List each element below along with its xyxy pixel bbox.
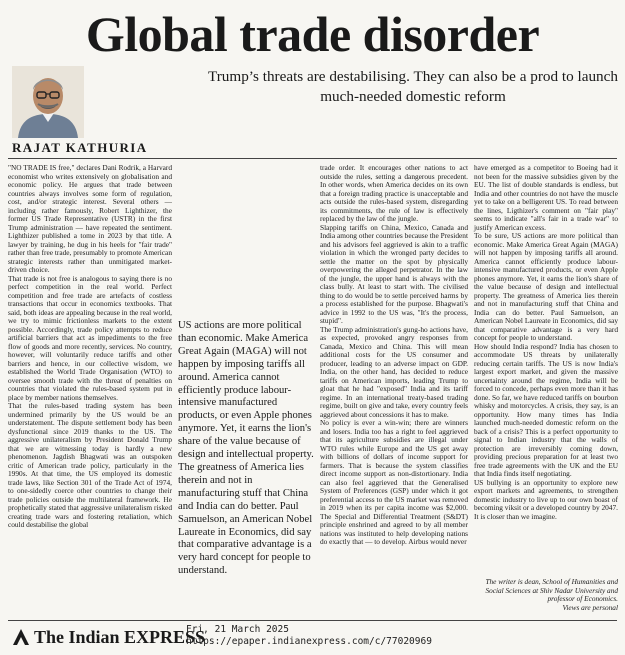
article-column-2: trade order. It encourages other nations to act outside the rules, setting a dangerous precedent. In other words, when America decides on its own that a foreign trading practice is unacceptable and acts outside the rules-based system, disregarding its commitments, the rule of law is effectively replaced by the law of the jungle. Slapping tariffs on China, Mexico, Canada and India among other countries because the President and his advisors feel aggrieved is akin to a traffic violation in which the wronged party decides to settle the matter on the spot by physically overpowering the alleged perpetrator. In the law of the jungle, the upper hand is always with the class bully. At least to start with. The civilised thing to do would be to settle perceived harms by a process established for the purpose. Bhagwati's advice in 1992 to the US was, "It's the process, stupid". The Trump administration's gung-ho actions have, as expected, provoked angry responses from Canada, Mexico and China. This will mean additional costs for the US consumer and producer, leading to an adverse impact on GDP. India, on the other hand, has decided to reduce tariffs on American imports, leading Trump to gloat that he had "exposed" India and its tariff regime. In an international treaty-based trading regime, built on give and take, every country feels aggrieved about concessions it has to make. No policy is ever a win-win; there are winners and losers. India too has a right to feel aggrieved that its agriculture subsidies are illegal under WTO rules while Europe and the US get away with billions of dollars of income support for farmers. That is because the system classifies direct income support as non-distortionary. India can also feel aggrieved that the Generalised System of Preferences (GSP) under which it got preferential access to the US market was removed in 2019 when its per capita income was $2,000. The Special and Differential Treatment (S&DT) principle enshrined and agreed to by all member nations was instituted to help developing nations do exactly that — to develop. Airbus would never (320, 163, 468, 546)
article-column-3: have emerged as a competitor to Boeing had it not been for the massive subsidies given by the EU. The list of double standards is endless, but India and other countries do not have the muscle yet to take on a belligerent US. To read between the lines, Ligthizer's comment on "fair play" seems to indicate "all's fair in a trade war" to justify American excess. To be sure, US actions are more political than economic. Make America Great Again (MAGA) will not happen by imposing tariffs all around. America cannot efficiently produce labour-intensive manufactured products, or even Apple phones anymore. Yet, it earns the lion's share of the value because of design and intellectual property. The greatness of America lies therein and not in manufacturing stuff that China and India can do better. Paul Samuelson, an American Nobel Laureate in Economics, did say that comparative advantage is a very hard concept for people to understand. How should India respond? India has chosen to accommodate US threats by unilaterally reducing certain tariffs. The US is now India's largest export market, and given the massive uncertainty around the regime, India will be forced to concede, perhaps even more than it has done. So far, we have reduced tariffs on bourbon whisky and motorcycles. A crisis, they say, is an opportunity. How many times has India launched much-needed domestic reform on the back of a crisis? This is a perfect opportunity to signal to Indian industry that the walls of protection are irreversibly coming down, providing precious preparation for at least two free trade agreements with the UK and the EU that India finds itself negotiating. US bullying is an opportunity to explore new export markets and agreements, to strengthen domestic industry to live up to our own boast of becoming viksit or a developed country by 2047. It is closer than we imagine. (474, 163, 618, 521)
headline: Global trade disorder (85, 6, 540, 62)
publication-logo (12, 626, 205, 648)
pull-quote: US actions are more political than economic. Make America Great Again (MAGA) will not happen by imposing tariffs all around. America cannot efficiently produce labour-intensive manufactured products, or even Apple phones anymore. Yet, it earns the lion's share of the value because of design and intellectual property. The greatness of America lies therein and not in manufacturing stuff that China and India can do better. Paul Samuelson, an American Nobel Laureate in Economics, did say that comparative advantage is a very hard concept for people to understand. (178, 320, 314, 577)
indian-express-logo-icon (12, 628, 30, 646)
byline: RAJAT KATHURIA (12, 140, 148, 155)
divider (8, 158, 617, 159)
publication-name: The Indian EXPRESS (34, 627, 206, 647)
author-portrait-icon (12, 66, 84, 138)
author-note: The writer is dean, School of Humanities and Social Sciences at Shiv Nadar University and professor of Economics. Views are personal (485, 577, 618, 612)
footer-meta (186, 624, 432, 648)
edition-date: Fri, 21 March 2025 (186, 624, 289, 635)
deck-subheadline: Trump’s threats are destabilising. They can also be a prod to launch much-needed domestic reform (208, 68, 618, 105)
article-column-1: "NO TRADE IS free," declares Dani Rodrik, a Harvard economist who writes extensively on globalisation and economic policy. He argues that trade between countries always involves some form of regulation, cost, and/or strategic interest. Several others — including rather famously, Robert Lighthizer, the former US Trade Representative (USTR) in the first Trump administration — have repeated the sentiment. Lighthizer published a tome in 2023 by that title. A lawyer by training, he dug in his heels for "fair trade" rather than free trade, presumably to promote American strategic interests rather than unmitigated market-driven choice. That trade is not free is analogous to saying there is no perfect competition in the real world. Perfect competition and free trade are artefacts of costless transactions that occur in economics textbooks. That said, both ideas are appealing because in the real world, we try to mimic frictionless markets to the extent possible. Accordingly, trade policy attempts to reduce artificial barriers that act as impediments to the free flow of goods and more recently, services. No country, however, will voluntarily reduce tariffs and other barriers and hence, in our collective wisdom, we established the World Trade Organisation (WTO) to oversee smooth trade with the threat of penalties on countries that violated the rules-based system put in place by member nations themselves. That the rules-based trading system has been undermined primarily by the US would be an understatement. The dispute settlement body has been dysfunctional since 2019 thanks to the US. The aggressive unilateralism by President Donald Trump that we are witnessing today is hardly a new phenomenon. Jagdish Bhagwati was an outspoken critic of American trade policy, particularly in the 1990s. At that time, the US employed its domestic trade laws, like Section 301 of the Trade Act of 1974, to one-sidedly coerce other countries to change their trade policies outside the multilateral framework. He prophetically stated that aggressive unilateralism risked creating trade wars and fostering retaliation, which could destabilise the global (8, 163, 172, 529)
epaper-url[interactable]: https://epaper.indianexpress.com/c/77020969 (186, 636, 432, 647)
divider (8, 620, 617, 621)
